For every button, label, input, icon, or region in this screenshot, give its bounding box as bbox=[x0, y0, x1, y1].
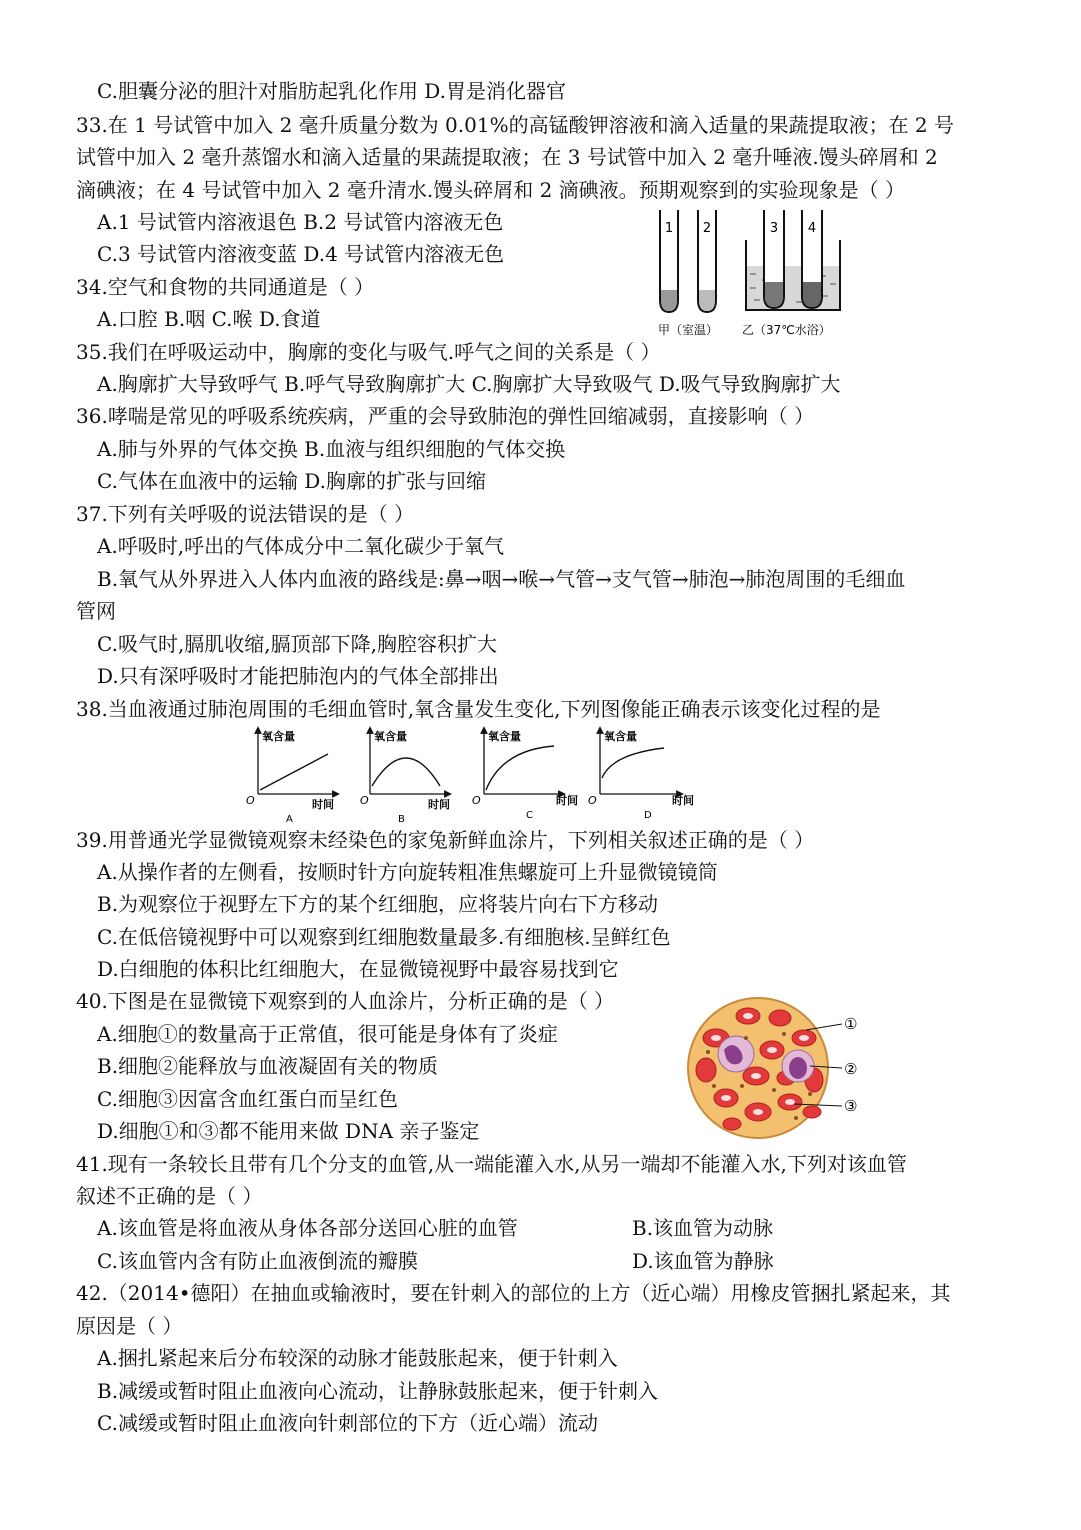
q34-options: A.口腔 B.咽 C.喉 D.食道 bbox=[97, 307, 321, 331]
q39-stem: 39.用普通光学显微镜观察未经染色的家兔新鲜血涂片，下列相关叙述正确的是（ ） bbox=[76, 828, 815, 852]
caption-yi: 乙（37℃水浴） bbox=[742, 323, 831, 337]
blood-smear-figure bbox=[686, 994, 876, 1144]
q40-stem: 40.下图是在显微镜下观察到的人血涂片，分析正确的是（ ） bbox=[76, 989, 615, 1013]
curve-c bbox=[486, 746, 554, 790]
q39-option-b: B.为观察位于视野左下方的某个红细胞，应将装片向右下方移动 bbox=[97, 892, 659, 916]
curve-a bbox=[260, 754, 328, 790]
q37-option-c: C.吸气时,膈肌收缩,膈顶部下降,胸腔容积扩大 bbox=[97, 632, 498, 656]
q33-stem-line1: 33.在 1 号试管中加入 2 毫升质量分数为 0.01%的高锰酸钾溶液和滴入适量的果蔬提取液；在 2 号 bbox=[76, 113, 955, 137]
q36-options-cd: C.气体在血液中的运输 D.胸廓的扩张与回缩 bbox=[97, 469, 486, 493]
q41-option-a: A.该血管是将血液从身体各部分送回心脏的血管 bbox=[97, 1216, 518, 1240]
graph-c-origin: O bbox=[472, 794, 481, 807]
q37-option-d: D.只有深呼吸时才能把肺泡内的气体全部排出 bbox=[97, 664, 499, 688]
q41-option-d: D.该血管为静脉 bbox=[632, 1249, 774, 1273]
graph-b-caption: B bbox=[398, 814, 405, 824]
test-tubes-figure bbox=[650, 204, 850, 340]
graph-b-x-label: 时间 bbox=[428, 798, 450, 811]
q37-stem: 37.下列有关呼吸的说法错误的是（ ） bbox=[76, 502, 415, 526]
q33-stem-line2: 试管中加入 2 毫升蒸馏水和滴入适量的果蔬提取液；在 3 号试管中加入 2 毫升唾液.馒头碎屑和 2 bbox=[76, 145, 938, 169]
q42-stem-line1: 42.（2014•德阳）在抽血或输液时，要在针刺入的部位的上方（近心端）用橡皮管捆扎紧起来，其 bbox=[76, 1281, 951, 1305]
q33-options-cd: C.3 号试管内溶液变蓝 D.4 号试管内溶液无色 bbox=[97, 242, 505, 266]
q37-option-a: A.呼吸时,呼出的气体成分中二氧化碳少于氧气 bbox=[97, 534, 505, 558]
graph-b-y-label: 氧含量 bbox=[374, 730, 407, 743]
curve-b bbox=[372, 758, 440, 786]
q35-options: A.胸廓扩大导致呼气 B.呼气导致胸廓扩大 C.胸廓扩大导致吸气 D.吸气导致胸廓扩大 bbox=[97, 372, 841, 396]
q41-stem-line2: 叙述不正确的是（ ） bbox=[76, 1184, 263, 1208]
q42-option-b: B.减缓或暂时阻止血液向心流动，让静脉鼓胀起来，便于针刺入 bbox=[97, 1379, 659, 1403]
q40-option-b: B.细胞②能释放与血液凝固有关的物质 bbox=[97, 1054, 439, 1078]
graph-a-y-label: 氧含量 bbox=[262, 730, 295, 743]
white-blood-cell-2 bbox=[782, 1050, 814, 1082]
q39-option-c: C.在低倍镜视野中可以观察到红细胞数量最多.有细胞核.呈鲜红色 bbox=[97, 925, 671, 949]
q40-option-c: C.细胞③因富含血红蛋白而呈红色 bbox=[97, 1087, 398, 1111]
q42-stem-line2: 原因是（ ） bbox=[76, 1314, 183, 1338]
graph-a-origin: O bbox=[246, 794, 255, 807]
q37-option-b-line2: 管网 bbox=[76, 599, 116, 623]
q40-option-a: A.细胞①的数量高于正常值，很可能是身体有了炎症 bbox=[97, 1022, 558, 1046]
graph-d-x-label: 时间 bbox=[672, 794, 694, 807]
caption-jia: 甲（室温） bbox=[658, 323, 719, 337]
q42-option-c: C.减缓或暂时阻止血液向针刺部位的下方（近心端）流动 bbox=[97, 1411, 598, 1435]
cell-label-2: ② bbox=[844, 1060, 858, 1078]
q41-option-b: B.该血管为动脉 bbox=[632, 1216, 774, 1240]
q41-option-c: C.该血管内含有防止血液倒流的瓣膜 bbox=[97, 1249, 418, 1273]
q32-options-cd: C.胆囊分泌的胆汁对脂肪起乳化作用 D.胃是消化器官 bbox=[97, 79, 566, 103]
q38-stem: 38.当血液通过肺泡周围的毛细血管时,氧含量发生变化,下列图像能正确表示该变化过程的是 bbox=[76, 697, 881, 721]
graph-c-x-label: 时间 bbox=[556, 794, 578, 807]
q39-option-a: A.从操作者的左侧看，按顺时针方向旋转粗准焦螺旋可上升显微镜镜筒 bbox=[97, 860, 718, 884]
tube-4-label: 4 bbox=[807, 221, 817, 236]
white-blood-cell-1 bbox=[718, 1036, 754, 1072]
q37-option-b-line1: B.氧气从外界进入人体内血液的路线是:鼻→咽→喉→气管→支气管→肺泡→肺泡周围的毛细血 bbox=[97, 567, 906, 591]
water-bath bbox=[746, 240, 840, 310]
cell-label-3: ③ bbox=[844, 1097, 858, 1115]
graph-b-origin: O bbox=[360, 794, 369, 807]
tube-1-label: 1 bbox=[664, 221, 674, 236]
graph-a-x-label: 时间 bbox=[312, 798, 334, 811]
graph-c-caption: C bbox=[526, 810, 533, 821]
q33-stem-line3: 滴碘液；在 4 号试管中加入 2 毫升清水.馒头碎屑和 2 滴碘液。预期观察到的实验现象是（ ） bbox=[76, 178, 906, 202]
oxygen-graphs-figure bbox=[240, 724, 710, 824]
q41-stem-line1: 41.现有一条较长且带有几个分支的血管,从一端能灌入水,从另一端却不能灌入水,下列对该血管 bbox=[76, 1152, 907, 1176]
graph-d-caption: D bbox=[644, 810, 652, 821]
q33-options-ab: A.1 号试管内溶液退色 B.2 号试管内溶液无色 bbox=[97, 210, 504, 234]
q40-option-d: D.细胞①和③都不能用来做 DNA 亲子鉴定 bbox=[97, 1119, 480, 1143]
graph-d-origin: O bbox=[588, 794, 597, 807]
graph-a-caption: A bbox=[286, 814, 293, 824]
q42-option-a: A.捆扎紧起来后分布较深的动脉才能鼓胀起来，便于针刺入 bbox=[97, 1346, 618, 1370]
curve-d bbox=[602, 748, 664, 778]
cell-label-1: ① bbox=[844, 1015, 858, 1033]
q36-stem: 36.哮喘是常见的呼吸系统疾病，严重的会导致肺泡的弹性回缩减弱，直接影响（ ） bbox=[76, 404, 815, 428]
q34-stem: 34.空气和食物的共同通道是（ ） bbox=[76, 275, 375, 299]
q35-stem: 35.我们在呼吸运动中，胸廓的变化与吸气.呼气之间的关系是（ ） bbox=[76, 340, 661, 364]
graph-c-y-label: 氧含量 bbox=[488, 730, 521, 743]
graph-d-y-label: 氧含量 bbox=[604, 730, 637, 743]
tube-3-label: 3 bbox=[769, 221, 779, 236]
tube-2-label: 2 bbox=[702, 221, 712, 236]
q39-option-d: D.白细胞的体积比红细胞大，在显微镜视野中最容易找到它 bbox=[97, 957, 619, 981]
q36-options-ab: A.肺与外界的气体交换 B.血液与组织细胞的气体交换 bbox=[97, 437, 566, 461]
